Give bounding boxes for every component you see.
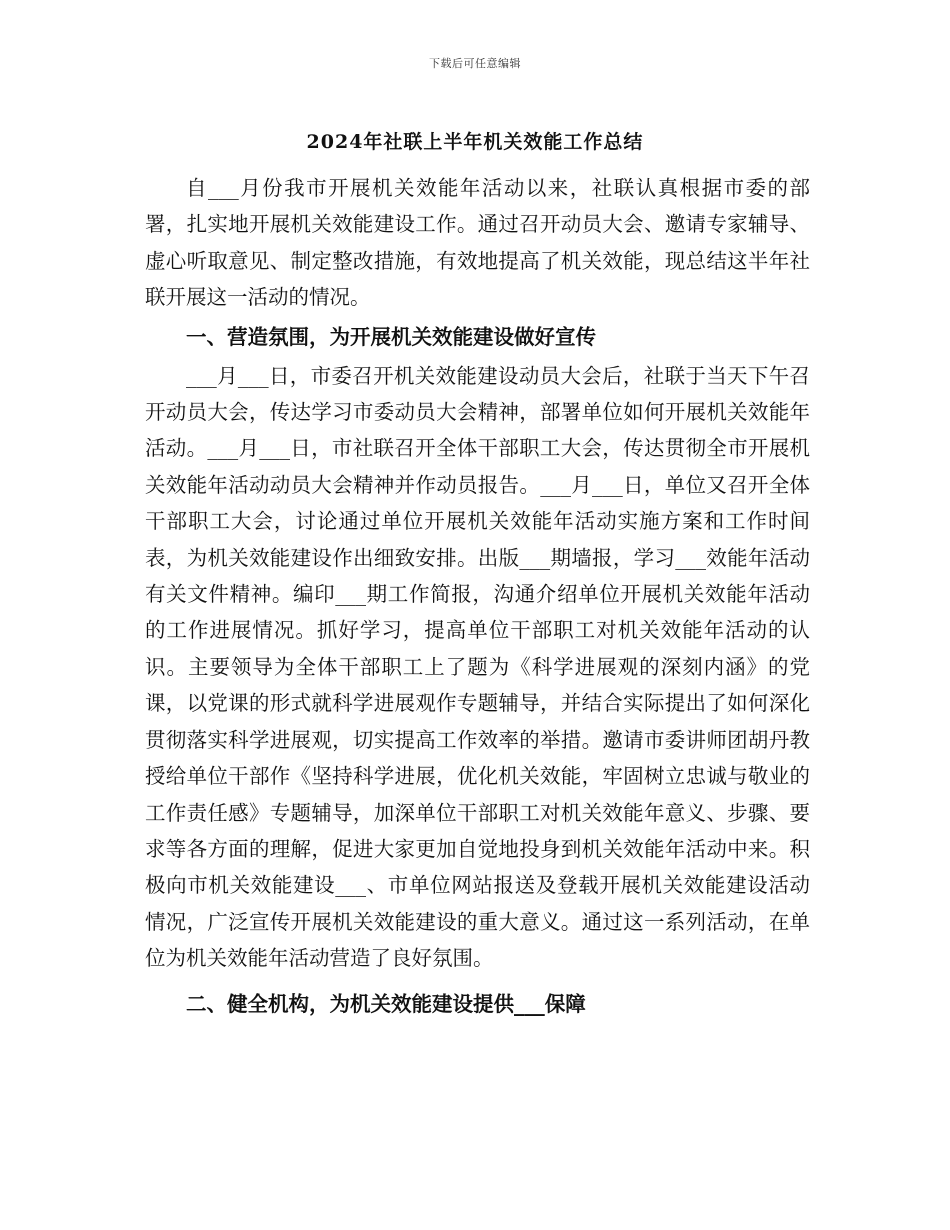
document-body bbox=[145, 170, 810, 1025]
section-heading-1: 一、营造氛围，为开展机关效能建设做好宣传 bbox=[186, 324, 596, 349]
header-note: 下载后可任意编辑 bbox=[429, 57, 521, 70]
intro-paragraph: 自___月份我市开展机关效能年活动以来，社联认真根据市委的部署，扎实地开展机关效能建设工作。通过召开动员大会、邀请专家辅导、虚心听取意见、制定整改措施，有效地提高了机关效能，现总结这半年社联开展这一活动的情况。 bbox=[145, 176, 810, 310]
section-heading-2: 二、健全机构，为机关效能建设提供___保障 bbox=[186, 991, 586, 1016]
document-title: 2024年社联上半年机关效能工作总结 bbox=[306, 131, 644, 153]
section-1-paragraph: ___月___日，市委召开机关效能建设动员大会后，社联于当天下午召开动员大会，传达学习市委动员大会精神，部署单位如何开展机关效能年活动。___月___日，市社联召开全体干部职工大会，传达贯彻全市开展机关效能年活动动员大会精神并作动员报告。___月___日，单位又召开全体干部职工大会，讨论通过单位开展机关效能年活动实施方案和工作时间表，为机关效能建设作出细致安排。出版___期墙报，学习___效能年活动有关文件精神。编印___期工作简报，沟通介绍单位开展机关效能年活动的工作进展情况。抓好学习，提高单位干部职工对机关效能年活动的认识。主要领导为全体干部职工上了题为《科学进展观的深刻内涵》的党课，以党课的形式就科学进展观作专题辅导，并结合实际提出了如何深化贯彻落实科学进展观，切实提高工作效率的举措。邀请市委讲师团胡丹教授给单位干部作《坚持科学进展，优化机关效能，牢固树立忠诚与敬业的工作责任感》专题辅导，加深单位干部职工对机关效能年意义、步骤、要求等各方面的理解，促进大家更加自觉地投身到机关效能年活动中来。积极向市机关效能建设___、市单位网站报送及登载开展机关效能建设活动情况，广泛宣传开展机关效能建设的重大意义。通过这一系列活动，在单位为机关效能年活动营造了良好氛围。 bbox=[145, 363, 810, 971]
